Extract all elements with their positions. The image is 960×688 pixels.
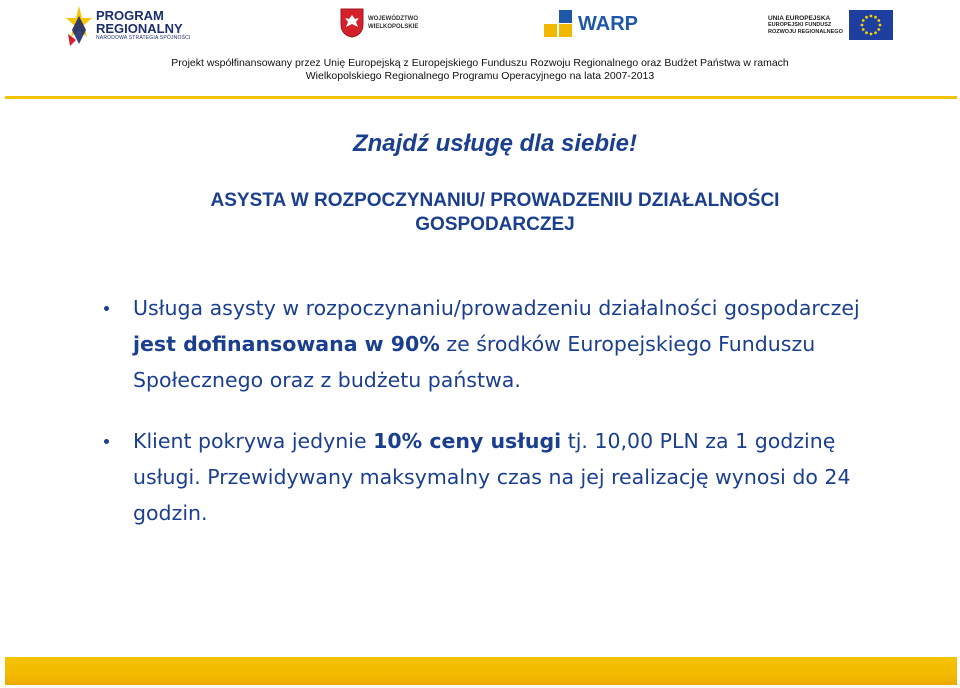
funding-text-b: ze środków Europejskiego Funduszu Społecznego oraz z budżetu państwa. bbox=[133, 332, 816, 392]
list-item-funding bbox=[100, 290, 880, 398]
price-text-a: Klient pokrywa jedynie bbox=[133, 429, 374, 453]
funding-text-bold: jest dofinansowana w 90% bbox=[133, 332, 440, 356]
funding-text-a: Usługa asysty w rozpoczynaniu/prowadzeniu działalności gospodarczej bbox=[133, 296, 860, 320]
warp-label: WARP bbox=[578, 12, 638, 35]
price-text-bold: 10% ceny usługi bbox=[373, 429, 562, 453]
warp-logo bbox=[544, 10, 638, 38]
list-item-price bbox=[100, 423, 880, 531]
wielkopolskie-label: WIELKOPOLSKIE bbox=[368, 24, 419, 30]
service-subtitle bbox=[0, 189, 960, 237]
eu-flag-icon bbox=[849, 10, 893, 40]
program-label: PROGRAM bbox=[96, 7, 164, 23]
project-funding-line-2: Wielkopolskiego Regionalnego Programu Operacyjnego na lata 2007-2013 bbox=[305, 70, 655, 82]
regionalny-label: REGIONALNY bbox=[96, 20, 183, 36]
footer-bar bbox=[5, 657, 957, 685]
page-title: Znajdź usługę dla siebie! bbox=[352, 130, 638, 157]
unia-label: UNIA EUROPEJSKA bbox=[768, 14, 831, 22]
unia-europejska-logo bbox=[768, 10, 893, 40]
subtitle-line-2: GOSPODARCZEJ bbox=[415, 214, 575, 235]
bullet-icon bbox=[104, 306, 109, 311]
coat-of-arms-icon bbox=[340, 8, 364, 38]
warp-squares-icon bbox=[544, 10, 574, 38]
rozwoju-label: ROZWOJU REGIONALNEGO bbox=[768, 28, 843, 35]
wojewodztwo-label: WOJEWÓDZTWO bbox=[368, 16, 418, 22]
bullet-icon bbox=[104, 439, 109, 444]
subtitle-line-1: ASYSTA W ROZPOCZYNANIU/ PROWADZENIU DZIAŁALNOŚCI bbox=[210, 190, 780, 211]
program-regionalny-star-icon bbox=[66, 4, 92, 46]
price-text-b: tj. 10,00 PLN za 1 godzinę usługi. Przewidywany maksymalny czas na jej realizację wynosi do 24 godzin. bbox=[133, 429, 851, 525]
info-list bbox=[100, 290, 880, 531]
project-funding-line-1: Projekt współfinansowany przez Unię Europejską z Europejskiego Funduszu Rozwoju Regionalnego oraz Budżet Państwa w ramach bbox=[171, 57, 789, 69]
fundusz-label: EUROPEJSKI FUNDUSZ bbox=[768, 21, 832, 28]
logo-bar bbox=[0, 0, 960, 56]
header-divider bbox=[5, 96, 957, 99]
wojewodztwo-logo bbox=[340, 8, 418, 38]
nss-label: NARODOWA STRATEGIA SPÓJNOŚCI bbox=[96, 34, 191, 41]
program-regionalny-logo bbox=[66, 4, 191, 46]
